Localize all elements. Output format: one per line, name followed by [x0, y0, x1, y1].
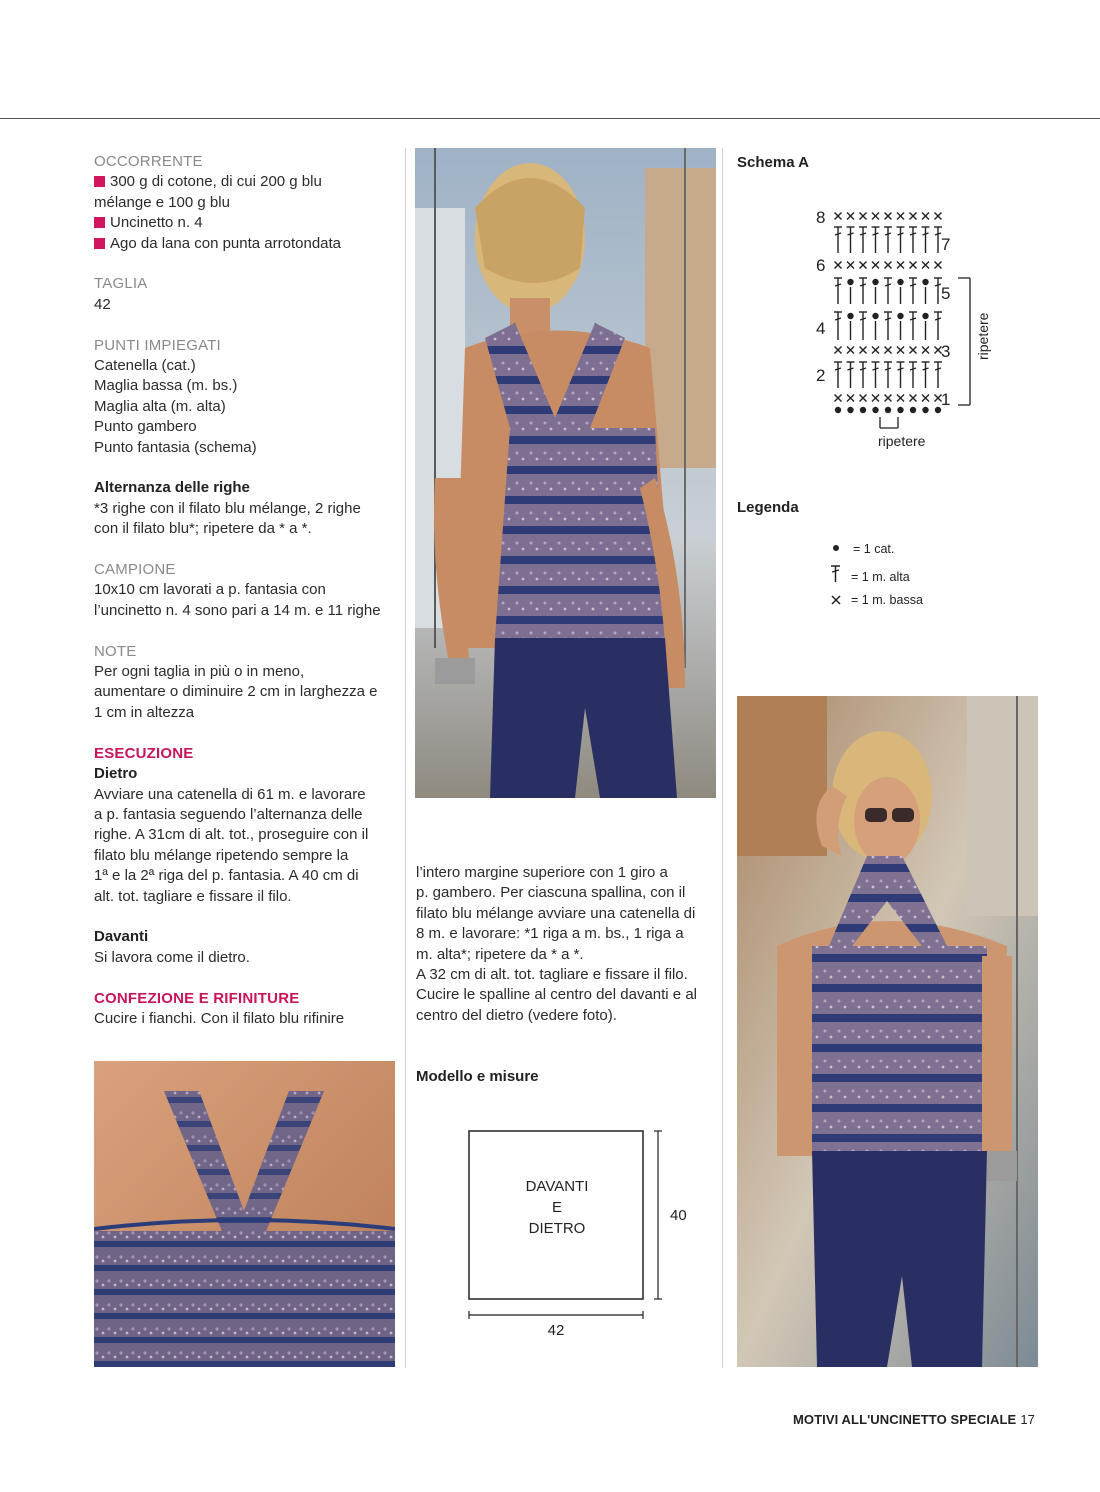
punto-item: Punto fantasia (schema)	[94, 438, 257, 456]
legend-svg	[825, 538, 965, 613]
diagram-label-line: E	[551, 1199, 563, 1216]
row-number: 7	[941, 235, 951, 254]
middle-line: filato blu mélange avviare una catenella di	[416, 904, 696, 922]
note-line: 1 cm in altezza	[94, 703, 195, 721]
legenda-heading: Legenda	[737, 499, 799, 516]
davanti-heading: Davanti	[94, 928, 149, 946]
legend	[825, 538, 965, 613]
double-crochet-icon	[831, 566, 840, 582]
repeat-vertical-label: ripetere	[975, 312, 991, 360]
material-item: Ago da lana con punta arrotondata	[94, 234, 399, 254]
stitch-chart-svg	[800, 200, 1000, 460]
confezione-heading: CONFEZIONE E RIFINITURE	[94, 989, 300, 1007]
punti-heading: PUNTI IMPIEGATI	[94, 336, 221, 354]
campione-line: l’uncinetto n. 4 sono pari a 14 m. e 11 righe	[94, 601, 381, 619]
punto-item: Maglia bassa (m. bs.)	[94, 377, 238, 395]
schema-heading: Schema A	[737, 154, 809, 171]
width-label: 42	[547, 1322, 565, 1339]
middle-line: m. alta*; ripetere da * a *.	[416, 945, 584, 963]
dietro-line: righe. A 31cm di alt. tot., proseguire con il	[94, 826, 369, 844]
row-number: 5	[941, 284, 951, 303]
note-heading: NOTE	[94, 642, 137, 660]
stitch-chart	[800, 200, 1000, 460]
row-number: 3	[941, 342, 951, 361]
row-number: 4	[816, 319, 826, 338]
diagram-label-line: DIETRO	[528, 1220, 586, 1237]
bullet-icon	[94, 176, 105, 187]
bullet-icon	[94, 217, 105, 228]
material-item: 300 g di cotone, di cui 200 g blu	[94, 172, 399, 192]
row-number: 6	[816, 256, 826, 275]
diagram-label-line: DAVANTI	[525, 1178, 589, 1195]
alternanza-line: con il filato blu*; ripetere da * a *.	[94, 520, 312, 538]
chain-stitch-icon	[833, 545, 839, 551]
alternanza-line: *3 righe con il filato blu mélange, 2 righe	[94, 499, 361, 517]
middle-line: l’intero margine superiore con 1 giro a	[416, 864, 668, 881]
taglia-heading: TAGLIA	[94, 275, 148, 293]
note-line: aumentare o diminuire 2 cm in larghezza e	[94, 683, 378, 701]
middle-line: 8 m. e lavorare: *1 riga a m. bs., 1 riga a	[416, 925, 684, 943]
middle-line: p. gambero. Per ciascuna spallina, con il	[416, 884, 686, 902]
single-crochet-icon	[832, 596, 840, 604]
material-item: Uncinetto n. 4	[94, 213, 399, 233]
material-item-cont: mélange e 100 g blu	[94, 193, 230, 211]
top-rule	[0, 118, 1100, 119]
dietro-line: a p. fantasia seguendo l’alternanza delle	[94, 805, 363, 823]
note-line: Per ogni taglia in più o in meno,	[94, 663, 305, 681]
photo-back-view	[415, 148, 716, 798]
row-number: 8	[816, 208, 826, 227]
legend-item-label: = 1 m. bassa	[851, 593, 923, 607]
alternanza-heading: Alternanza delle righe	[94, 479, 250, 497]
dietro-line: Avviare una catenella di 61 m. e lavorare	[94, 785, 366, 803]
bullet-icon	[94, 238, 105, 249]
photo-back-view-image	[415, 148, 716, 798]
legend-item-label: = 1 m. alta	[851, 570, 910, 584]
esecuzione-heading: ESECUZIONE	[94, 744, 194, 762]
row-number: 2	[816, 366, 826, 385]
photo-front-view	[737, 696, 1038, 1367]
middle-line: Cucire le spalline al centro del davanti e al	[416, 986, 697, 1004]
dietro-line: 1ª e la 2ª riga del p. fantasia. A 40 cm di	[94, 867, 359, 885]
campione-line: 10x10 cm lavorati a p. fantasia con	[94, 581, 326, 599]
photo-front-view-image	[737, 696, 1038, 1367]
campione-heading: CAMPIONE	[94, 561, 176, 579]
middle-line: centro del dietro (vedere foto).	[416, 1006, 617, 1024]
model-diagram-svg	[460, 1125, 700, 1345]
left-column	[94, 152, 399, 1029]
model-diagram	[460, 1125, 700, 1345]
photo-detail-straps	[94, 1061, 395, 1367]
punto-item: Maglia alta (m. alta)	[94, 397, 226, 415]
punto-item: Catenella (cat.)	[94, 357, 196, 375]
dietro-line: alt. tot. tagliare e fissare il filo.	[94, 887, 292, 905]
legend-item-label: = 1 cat.	[853, 542, 895, 556]
height-label: 40	[670, 1207, 687, 1224]
davanti-line: Si lavora come il dietro.	[94, 948, 250, 966]
punto-item: Punto gambero	[94, 418, 197, 436]
repeat-horizontal-label: ripetere	[878, 433, 926, 449]
confezione-line: Cucire i fianchi. Con il filato blu rifinire	[94, 1009, 345, 1027]
column-divider-right	[722, 148, 723, 1368]
row-number: 1	[941, 390, 951, 409]
dietro-line: filato blu mélange ripetendo sempre la	[94, 846, 349, 864]
magazine-title: MOTIVI ALL'UNCINETTO SPECIALE	[792, 1412, 1017, 1427]
dietro-heading: Dietro	[94, 765, 138, 783]
page-number: 17	[1020, 1412, 1035, 1427]
occorrente-heading: OCCORRENTE	[94, 153, 203, 170]
photo-detail-straps-image	[94, 1061, 395, 1367]
column-divider-left	[405, 148, 406, 1368]
modello-heading: Modello e misure	[416, 1068, 539, 1085]
middle-text	[416, 863, 716, 1026]
taglia-value: 42	[94, 295, 111, 313]
middle-line: A 32 cm di alt. tot. tagliare e fissare il filo.	[416, 966, 688, 984]
page-footer	[793, 1412, 1035, 1427]
